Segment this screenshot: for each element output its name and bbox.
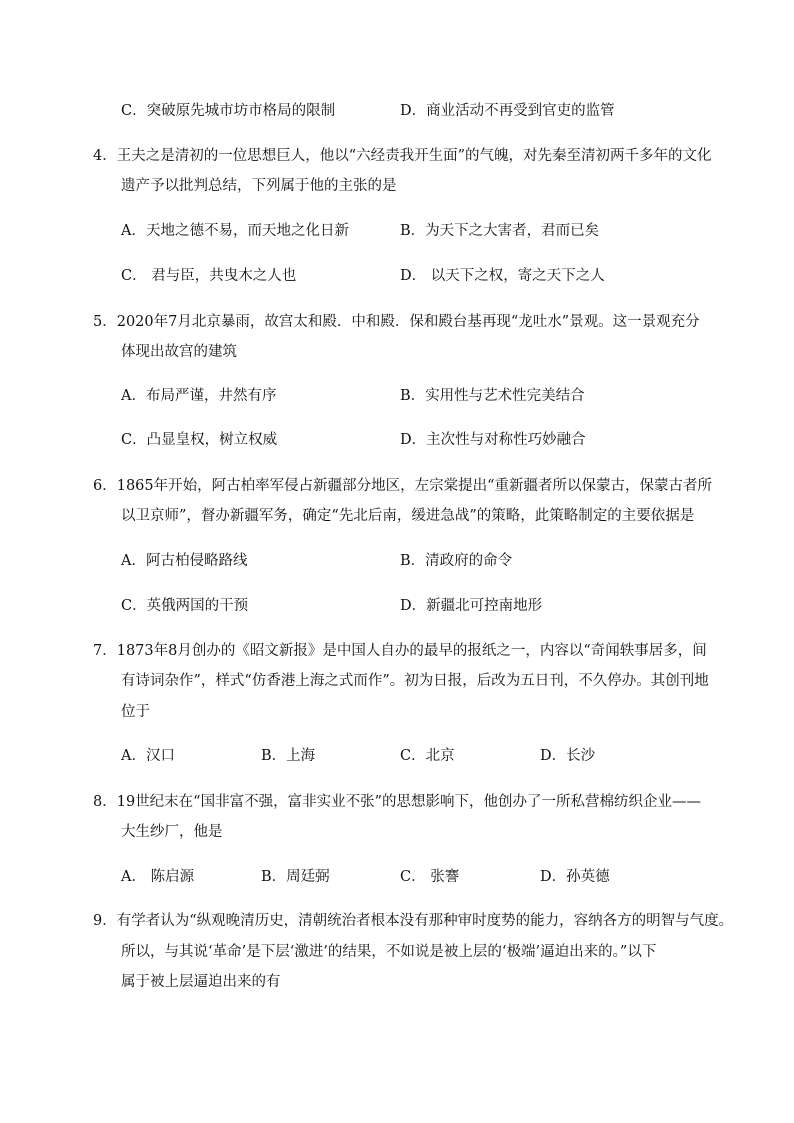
q9-stem-line2: 所以，与其说‘革命’是下层‘激进’的结果，不如说是被上层的‘极端’逼迫出来的。”以下: [121, 944, 657, 960]
q3-option-d: D．商业活动不再受到官吏的监管: [400, 103, 615, 119]
q7-stem-line2: 有诗词杂作”，样式“仿香港上海之式而作”。初为日报，后改为五日刊，不久停办。其创刊地: [121, 673, 709, 689]
q5-option-a: A．布局严谨，井然有序: [121, 388, 277, 404]
q8-option-a: A． 陈启源: [121, 869, 195, 885]
q4-stem-line1: 4．王夫之是清初的一位思想巨人，他以“六经责我开生面”的气魄，对先秦至清初两千多年的文化: [93, 148, 712, 164]
q4-option-d: D． 以天下之权，寄之天下之人: [400, 268, 605, 284]
q5-stem-line2: 体现出故宫的建筑: [121, 344, 237, 360]
q4-option-c: C． 君与臣，共曳木之人也: [121, 268, 297, 284]
q4-option-b: B．为天下之大害者，君而已矣: [400, 223, 600, 239]
q7-option-d: D．长沙: [540, 748, 596, 764]
q6-stem-line1: 6．1865年开始，阿古柏率军侵占新疆部分地区，左宗棠提出“重新疆者所以保蒙古，保蒙古者所: [93, 478, 713, 494]
q7-option-c: C．北京: [400, 748, 455, 764]
q9-stem-line1: 9．有学者认为“纵观晚清历史，清朝统治者根本没有那种审时度势的能力，容纳各方的明智与气度。: [93, 913, 734, 929]
q7-option-b: B．上海: [261, 748, 316, 764]
q7-option-a: A．汉口: [121, 748, 175, 764]
q6-option-a: A．阿古柏侵略路线: [121, 553, 248, 569]
q4-option-a: A．天地之德不易，而天地之化日新: [121, 223, 349, 239]
q6-stem-line2: 以卫京师”，督办新疆军务，确定“先北后南，缓进急战”的策略，此策略制定的主要依据是: [121, 508, 695, 524]
q8-stem-line1: 8．19世纪末在“国非富不强，富非实业不张”的思想影响下，他创办了一所私营棉纺织企业——: [93, 794, 701, 810]
q6-option-b: B．清政府的命令: [400, 553, 513, 569]
q6-option-d: D．新疆北可控南地形: [400, 598, 543, 614]
q8-stem-line2: 大生纱厂，他是: [121, 824, 223, 840]
q7-stem-line3: 位于: [121, 704, 150, 720]
q5-stem-line1: 5．2020年7月北京暴雨，故宫太和殿．中和殿．保和殿台基再现“龙吐水”景观。这一景观充分: [93, 314, 700, 330]
q6-option-c: C．英俄两国的干预: [121, 598, 249, 614]
q5-option-c: C．凸显皇权，树立权威: [121, 432, 278, 448]
q8-option-b: B．周廷弼: [261, 869, 330, 885]
q5-option-d: D．主次性与对称性巧妙融合: [400, 432, 586, 448]
q4-stem-line2: 遗产予以批判总结，下列属于他的主张的是: [121, 178, 397, 194]
q8-option-d: D．孙英德: [540, 869, 610, 885]
q3-option-c: C．突破原先城市坊市格局的限制: [121, 103, 336, 119]
q5-option-b: B．实用性与艺术性完美结合: [400, 388, 585, 404]
q7-stem-line1: 7．1873年8月创办的《昭文新报》是中国人自办的最早的报纸之一，内容以“奇闻轶事居多，间: [93, 643, 707, 659]
q9-stem-line3: 属于被上层逼迫出来的有: [121, 974, 281, 990]
q8-option-c: C． 张謇: [400, 869, 460, 885]
